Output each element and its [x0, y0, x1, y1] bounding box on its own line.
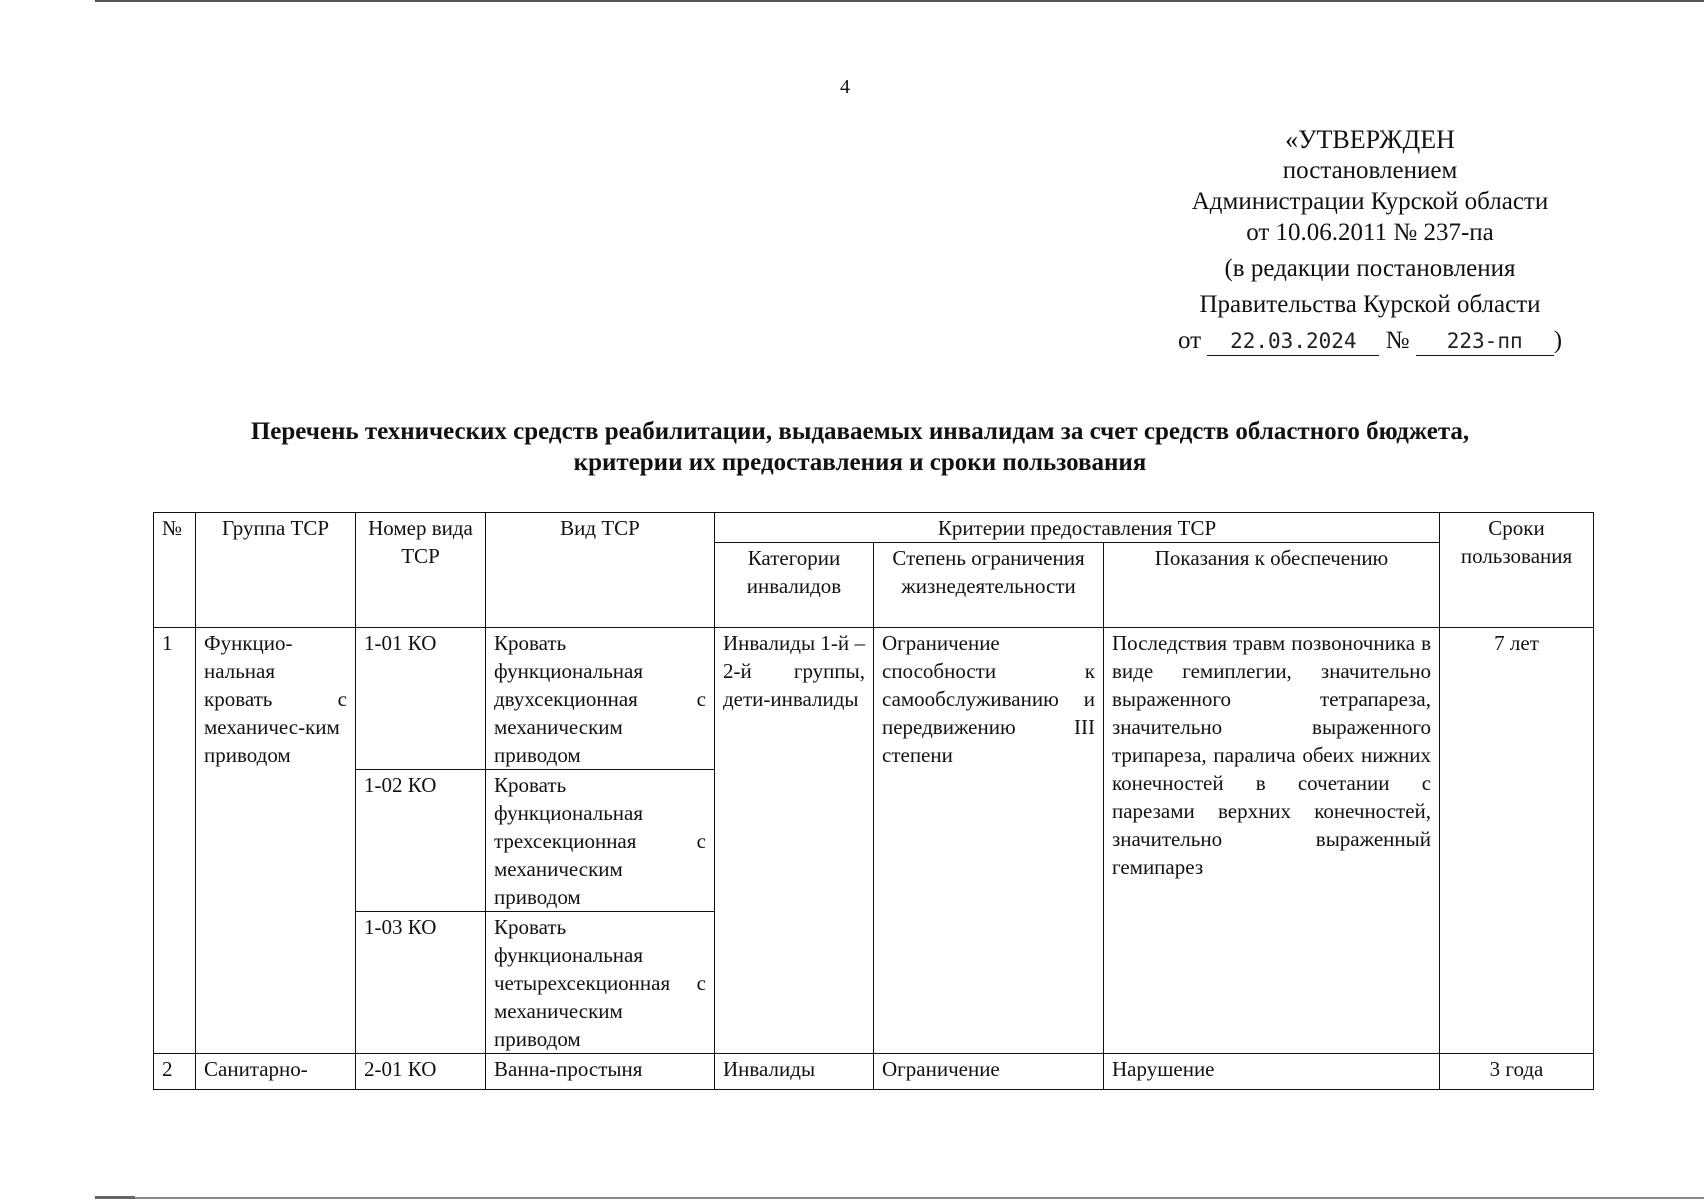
scan-border-top — [95, 0, 1704, 2]
approval-stamp-block — [1140, 124, 1600, 356]
row1-item1-code: 1-01 КО — [356, 628, 486, 770]
row2-indications: Нарушение — [1104, 1054, 1440, 1090]
header-group: Группа ТСР — [196, 513, 356, 628]
row1-item2-name: Кровать функциональная трехсекционная с механическим приводом — [486, 770, 715, 912]
amendment-close: ) — [1553, 327, 1563, 354]
scan-border-bottom — [95, 1197, 1704, 1199]
scan-mark — [95, 1196, 135, 1199]
row2-categories: Инвалиды — [715, 1054, 874, 1090]
document-title-line2: критерии их предоставления и сроки пользования — [573, 449, 1147, 476]
row1-item3-name: Кровать функциональная четырехсекционная с механическим приводом — [486, 912, 715, 1054]
header-criteria: Критерии предоставления ТСР — [715, 513, 1440, 543]
table-row — [154, 1054, 1594, 1090]
header-num: № — [154, 513, 196, 628]
header-type: Вид ТСР — [486, 513, 715, 628]
table-row — [154, 628, 1594, 770]
approval-line-original-date: от 10.06.2011 № 237-па — [1246, 219, 1494, 246]
document-title — [120, 416, 1600, 478]
approval-line-edition: (в редакции постановления — [1224, 255, 1516, 282]
table-header-row — [154, 513, 1594, 543]
amendment-number: 223-пп — [1416, 328, 1554, 356]
approval-line-resolution: постановлением — [1282, 157, 1458, 184]
approval-line-amendment — [1140, 325, 1600, 356]
document-title-line1: Перечень технических средств реабилитации, выдаваемых инвалидам за счет средств областного бюджета, — [250, 418, 1470, 445]
approval-line-approved: «УТВЕРЖДЕН — [1285, 125, 1455, 154]
header-degree: Степень ограничения жизнедеятельности — [874, 543, 1104, 628]
amendment-number-sign: № — [1385, 327, 1410, 354]
row2-terms: 3 года — [1440, 1054, 1594, 1090]
header-type-num: Номер вида ТСР — [356, 513, 486, 628]
row1-indications: Последствия травм позвоночника в виде гемиплегии, значительно выраженного тетрапареза, значительно выраженного трипареза, паралича обеих нижних конечностей в сочетании с парезами верхних конечностей, значительно выраженный гемипарез — [1104, 628, 1440, 1054]
row1-degree: Ограничение способности к самообслуживанию и передвижению III степени — [874, 628, 1104, 1054]
row1-num: 1 — [154, 628, 196, 1054]
tsr-table — [153, 512, 1594, 1090]
row2-group: Санитарно- — [196, 1054, 356, 1090]
approval-line-government: Правительства Курской области — [1199, 291, 1541, 318]
amendment-prefix: от — [1177, 327, 1202, 354]
row1-item3-code: 1-03 КО — [356, 912, 486, 1054]
header-terms: Сроки пользования — [1440, 513, 1594, 628]
page-number: 4 — [840, 76, 850, 98]
row1-categories: Инвалиды 1-й – 2-й группы, дети-инвалиды — [715, 628, 874, 1054]
header-indications: Показания к обеспечению — [1104, 543, 1440, 628]
row2-name: Ванна-простыня — [486, 1054, 715, 1090]
row1-terms: 7 лет — [1440, 628, 1594, 1054]
row1-item2-code: 1-02 КО — [356, 770, 486, 912]
amendment-date: 22.03.2024 — [1207, 328, 1379, 356]
row2-degree: Ограничение — [874, 1054, 1104, 1090]
row2-code: 2-01 КО — [356, 1054, 486, 1090]
row2-num: 2 — [154, 1054, 196, 1090]
row1-group: Функцио-нальная кровать с механичес-ким приводом — [196, 628, 356, 1054]
approval-line-administration: Администрации Курской области — [1191, 188, 1549, 215]
row1-item1-name: Кровать функциональная двухсекционная с механическим приводом — [486, 628, 715, 770]
header-categories: Категории инвалидов — [715, 543, 874, 628]
